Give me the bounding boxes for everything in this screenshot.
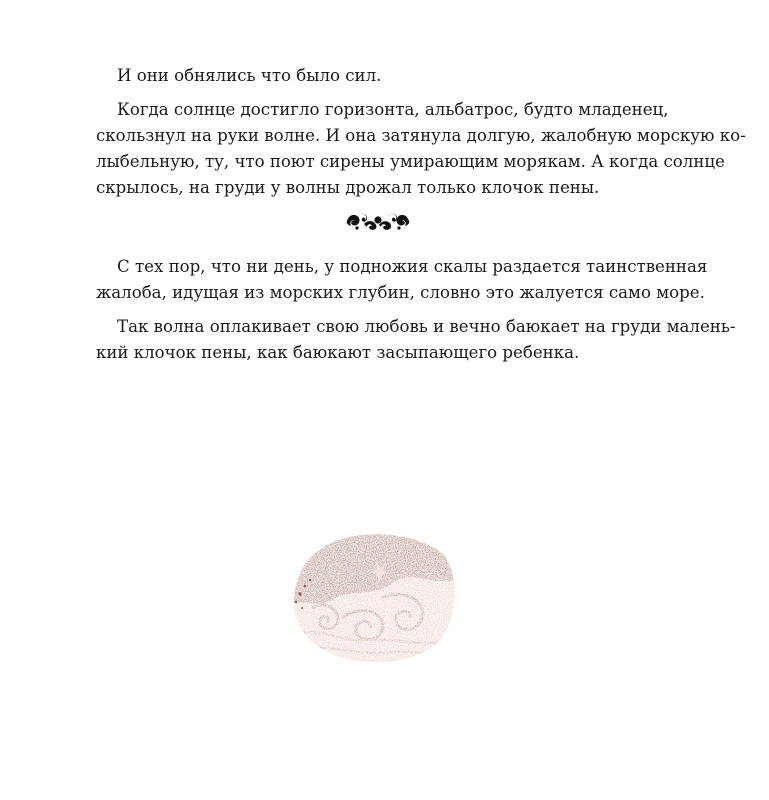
- wave-foam-illustration: [282, 528, 462, 668]
- text-line: скользнул на руки волне. И она затянула долгую, жалобную морскую ко-: [96, 126, 746, 145]
- text-line: кий клочок пены, как баюкают засыпающего ребенка.: [96, 343, 580, 362]
- ornament-divider: [345, 210, 411, 232]
- text-line: Когда солнце достигло горизонта, альбатрос, будто младенец,: [117, 100, 669, 119]
- text-line: лыбельную, ту, что поют сирены умирающим морякам. А когда солнце: [96, 152, 725, 171]
- text-line: жалоба, идущая из морских глубин, словно это жалуется само море.: [96, 283, 705, 302]
- text-line: С тех пор, что ни день, у подножия скалы раздается таинственная: [117, 257, 708, 276]
- text-line: Так волна оплакивает свою любовь и вечно баюкает на груди малень-: [117, 317, 736, 336]
- text-line: скрылось, на груди у волны дрожал только клочок пены.: [96, 178, 600, 197]
- paragraph-4: [96, 314, 736, 366]
- text-block-bottom: [96, 254, 736, 374]
- text-block-top: [96, 63, 746, 209]
- text-line: И они обнялись что было сил.: [117, 66, 382, 85]
- paragraph-2: [96, 97, 746, 201]
- paragraph-1: [117, 63, 636, 89]
- paragraph-3: [96, 254, 708, 306]
